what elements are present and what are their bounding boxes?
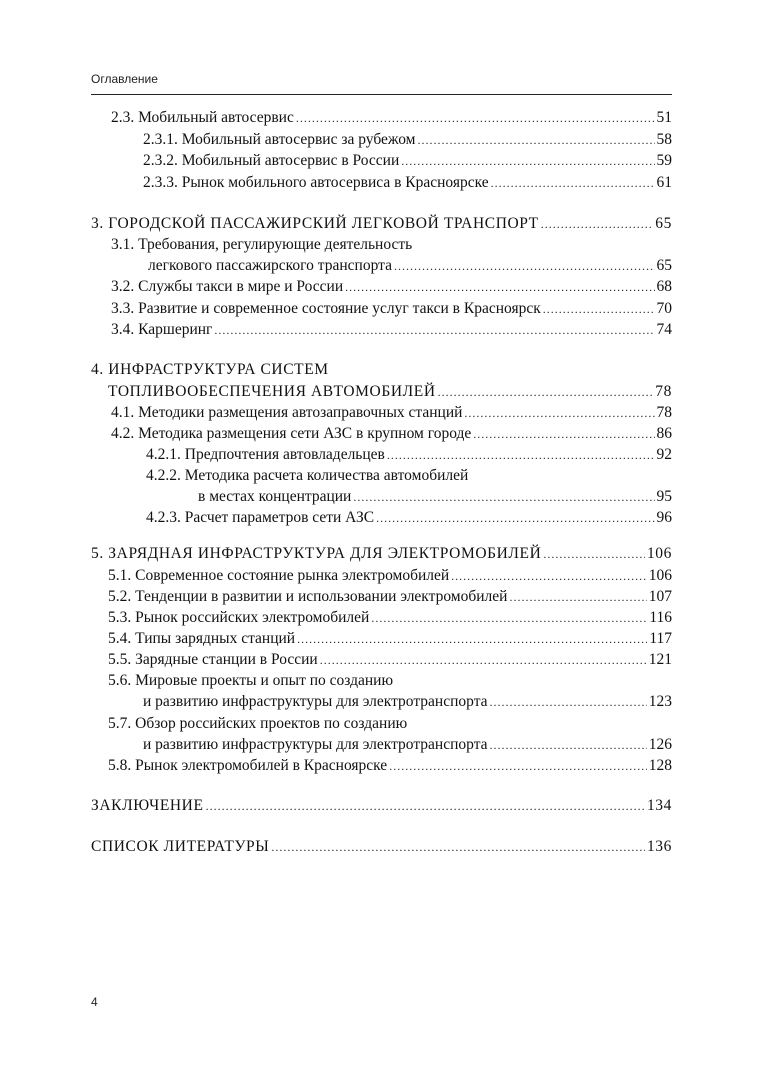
toc-entry-page: 96 <box>656 509 672 526</box>
toc-entry-4-2[interactable] <box>111 423 672 445</box>
toc-entry-4-2-2[interactable] <box>198 486 672 508</box>
toc-entry-3-1-line1[interactable]: 3.1. Требования, регулирующие деятельность <box>111 236 413 253</box>
toc-references[interactable] <box>91 836 672 858</box>
dot-leader <box>417 129 654 151</box>
dot-leader <box>490 734 647 756</box>
toc-entry-page: 106 <box>646 545 672 562</box>
dot-leader <box>464 402 654 424</box>
toc-entry-page: 116 <box>649 609 672 626</box>
dot-leader <box>490 691 647 713</box>
toc-entry-page: 136 <box>646 838 672 855</box>
toc-entry-page: 117 <box>649 630 672 647</box>
dot-leader <box>394 255 655 277</box>
toc-entry-title: и развитию инфраструктуры для электротранспорта <box>143 693 488 710</box>
toc-entry-title: в местах концентрации <box>198 488 352 505</box>
toc-entry-page: 78 <box>655 383 672 400</box>
toc-entry-title: 3.4. Каршеринг <box>111 321 213 338</box>
toc-entry-page: 70 <box>656 300 672 317</box>
toc-entry-page: 65 <box>655 215 672 232</box>
dot-leader <box>371 607 647 629</box>
toc-entry-5-3[interactable] <box>108 607 672 629</box>
toc-entry-title: 5. ЗАРЯДНАЯ ИНФРАСТРУКТУРА ДЛЯ ЭЛЕКТРОМОБИЛЕЙ <box>91 545 542 562</box>
toc-entry-page: 121 <box>648 651 672 668</box>
dot-leader <box>451 565 647 587</box>
toc-entry-title: 3. ГОРОДСКОЙ ПАССАЖИРСКИЙ ЛЕГКОВОЙ ТРАНСПОРТ <box>91 215 539 232</box>
toc-entry-page: 58 <box>656 131 672 148</box>
toc-entry-5-6[interactable] <box>143 691 672 713</box>
toc-entry-2-3[interactable] <box>111 107 672 129</box>
toc-entry-5-1[interactable] <box>108 565 672 587</box>
toc-entry-title: 5.1. Современное состояние рынка электромобилей <box>108 567 450 584</box>
toc-entry-3-3[interactable] <box>111 298 672 320</box>
toc-entry-page: 74 <box>656 321 672 338</box>
toc-entry-3-4[interactable] <box>111 319 672 341</box>
toc-entry-title: 4.2.1. Предпочтения автовладельцев <box>146 446 385 463</box>
toc-entry-page: 92 <box>656 446 672 463</box>
toc-entry-page: 134 <box>646 797 672 814</box>
toc-entry-title: и развитию инфраструктуры для электротранспорта <box>143 736 488 753</box>
toc-entry-page: 107 <box>648 588 672 605</box>
toc-entry-2-3-2[interactable] <box>143 150 672 172</box>
toc-entry-page: 126 <box>648 736 672 753</box>
toc-entry-5-5[interactable] <box>108 649 672 671</box>
dot-leader <box>271 836 645 858</box>
toc-entry-5-7-line1[interactable]: 5.7. Обзор российских проектов по созданию <box>108 715 408 732</box>
dot-leader <box>353 486 654 508</box>
toc-entry-5-6-line1[interactable]: 5.6. Мировые проекты и опыт по созданию <box>108 672 394 689</box>
toc-entry-page: 65 <box>656 257 672 274</box>
toc-entry-page: 95 <box>656 488 672 505</box>
toc-entry-title: СПИСОК ЛИТЕРАТУРЫ <box>91 838 270 855</box>
dot-leader <box>541 213 654 235</box>
toc-entry-title: 2.3.1. Мобильный автосервис за рубежом <box>143 131 416 148</box>
toc-entry-5-7[interactable] <box>143 734 672 756</box>
dot-leader <box>297 628 647 650</box>
toc-entry-page: 61 <box>656 174 672 191</box>
dot-leader <box>296 107 655 129</box>
toc-entry-title: 4.1. Методики размещения автозаправочных станций <box>111 404 463 421</box>
toc-entry-page: 68 <box>656 278 672 295</box>
toc-entry-page: 86 <box>656 425 672 442</box>
dot-leader <box>491 172 655 194</box>
dot-leader <box>543 298 655 320</box>
toc-entry-title: 5.2. Тенденции в развитии и использовании электромобилей <box>108 588 508 605</box>
toc-entry-2-3-1[interactable] <box>143 129 672 151</box>
dot-leader <box>376 507 654 529</box>
toc-chapter-3[interactable] <box>91 213 672 235</box>
toc-conclusion[interactable] <box>91 795 672 817</box>
dot-leader <box>401 150 654 172</box>
toc-entry-3-1[interactable] <box>148 255 672 277</box>
toc-entry-title: 3.2. Службы такси в мире и России <box>111 278 344 295</box>
toc-entry-page: 123 <box>648 693 672 710</box>
toc-entry-title: 3.3. Развитие и современное состояние услуг такси в Красноярск <box>111 300 541 317</box>
dot-leader <box>389 755 647 777</box>
toc-entry-title: 2.3.3. Рынок мобильного автосервиса в Красноярске <box>143 174 489 191</box>
toc-entry-4-2-2-line1[interactable]: 4.2.2. Методика расчета количества автомобилей <box>146 467 469 484</box>
toc-entry-title: 4.2. Методика размещения сети АЗС в крупном городе <box>111 425 472 442</box>
toc-entry-title: 5.5. Зарядные станции в России <box>108 651 318 668</box>
toc-entry-page: 78 <box>656 404 672 421</box>
toc-entry-4-1[interactable] <box>111 402 672 424</box>
toc-entry-title: 2.3. Мобильный автосервис <box>111 109 294 126</box>
dot-leader <box>509 586 646 608</box>
toc-entry-title: 4.2.3. Расчет параметров сети АЗС <box>146 509 375 526</box>
toc-entry-page: 59 <box>656 152 672 169</box>
toc-entry-3-2[interactable] <box>111 276 672 298</box>
toc-entry-4-2-1[interactable] <box>146 444 672 466</box>
toc-entry-title: ТОПЛИВООБЕСПЕЧЕНИЯ АВТОМОБИЛЕЙ <box>108 383 436 400</box>
dot-leader <box>438 381 654 403</box>
toc-entry-5-8[interactable] <box>108 755 672 777</box>
toc-chapter-4[interactable] <box>108 381 672 403</box>
dot-leader <box>387 444 655 466</box>
dot-leader <box>543 543 645 565</box>
dot-leader <box>214 319 654 341</box>
toc-entry-page: 128 <box>648 757 672 774</box>
toc-chapter-4-line1[interactable]: 4. ИНФРАСТРУКТУРА СИСТЕМ <box>91 361 329 378</box>
toc-entry-title: 2.3.2. Мобильный автосервис в России <box>143 152 400 169</box>
page-number: 4 <box>91 995 98 1009</box>
toc-entry-title: 5.3. Рынок российских электромобилей <box>108 609 370 626</box>
toc-entry-title: ЗАКЛЮЧЕНИЕ <box>91 797 204 814</box>
toc-entry-title: легкового пассажирского транспорта <box>148 257 392 274</box>
dot-leader <box>473 423 654 445</box>
toc-entry-title: 5.4. Типы зарядных станций <box>108 630 296 647</box>
toc-entry-4-2-3[interactable] <box>146 507 672 529</box>
running-header: Оглавление <box>91 72 158 86</box>
dot-leader <box>345 276 654 298</box>
toc-entry-page: 51 <box>656 109 672 126</box>
toc-entry-2-3-3[interactable] <box>143 172 672 194</box>
dot-leader <box>206 795 645 817</box>
toc-entry-5-2[interactable] <box>108 586 672 608</box>
toc-chapter-5[interactable] <box>91 543 672 565</box>
toc-entry-page: 106 <box>648 567 672 584</box>
dot-leader <box>320 649 647 671</box>
toc-entry-title: 5.8. Рынок электромобилей в Красноярске <box>108 757 388 774</box>
toc-entry-5-4[interactable] <box>108 628 672 650</box>
